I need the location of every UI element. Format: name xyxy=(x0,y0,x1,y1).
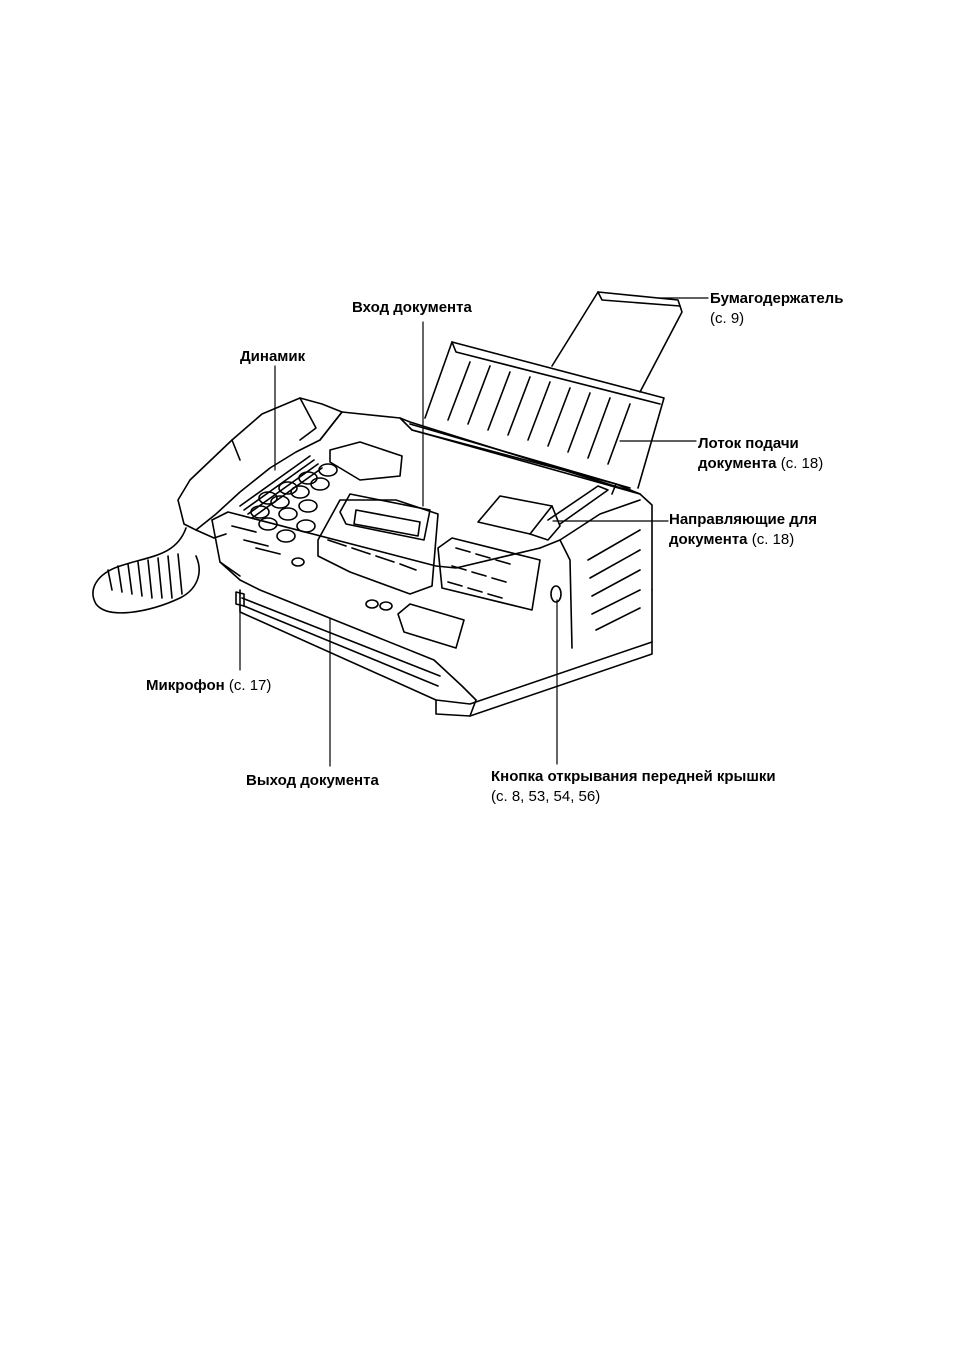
fax-body xyxy=(212,412,652,716)
control-panel xyxy=(318,494,438,594)
keypad xyxy=(232,464,337,566)
label-document-guides: Направляющие для документа (с. 18) xyxy=(669,511,818,548)
paper-support xyxy=(552,292,682,392)
label-front-cover-button: Кнопка открывания передней крышки (с. 8, 53, 54, 56) xyxy=(491,768,776,805)
label-speaker: Динамик xyxy=(240,348,306,365)
document-tray xyxy=(425,342,664,488)
label-microphone: Микрофон (с. 17) xyxy=(146,677,272,694)
label-document-tray: Лоток подачи документа (с. 18) xyxy=(698,435,824,472)
handset-cord xyxy=(93,528,199,613)
handset xyxy=(178,398,342,538)
label-document-inlet: Вход документа xyxy=(352,299,472,316)
label-document-exit: Выход документа xyxy=(246,772,379,789)
label-paper-support: Бумагодержатель (с. 9) xyxy=(710,290,844,327)
